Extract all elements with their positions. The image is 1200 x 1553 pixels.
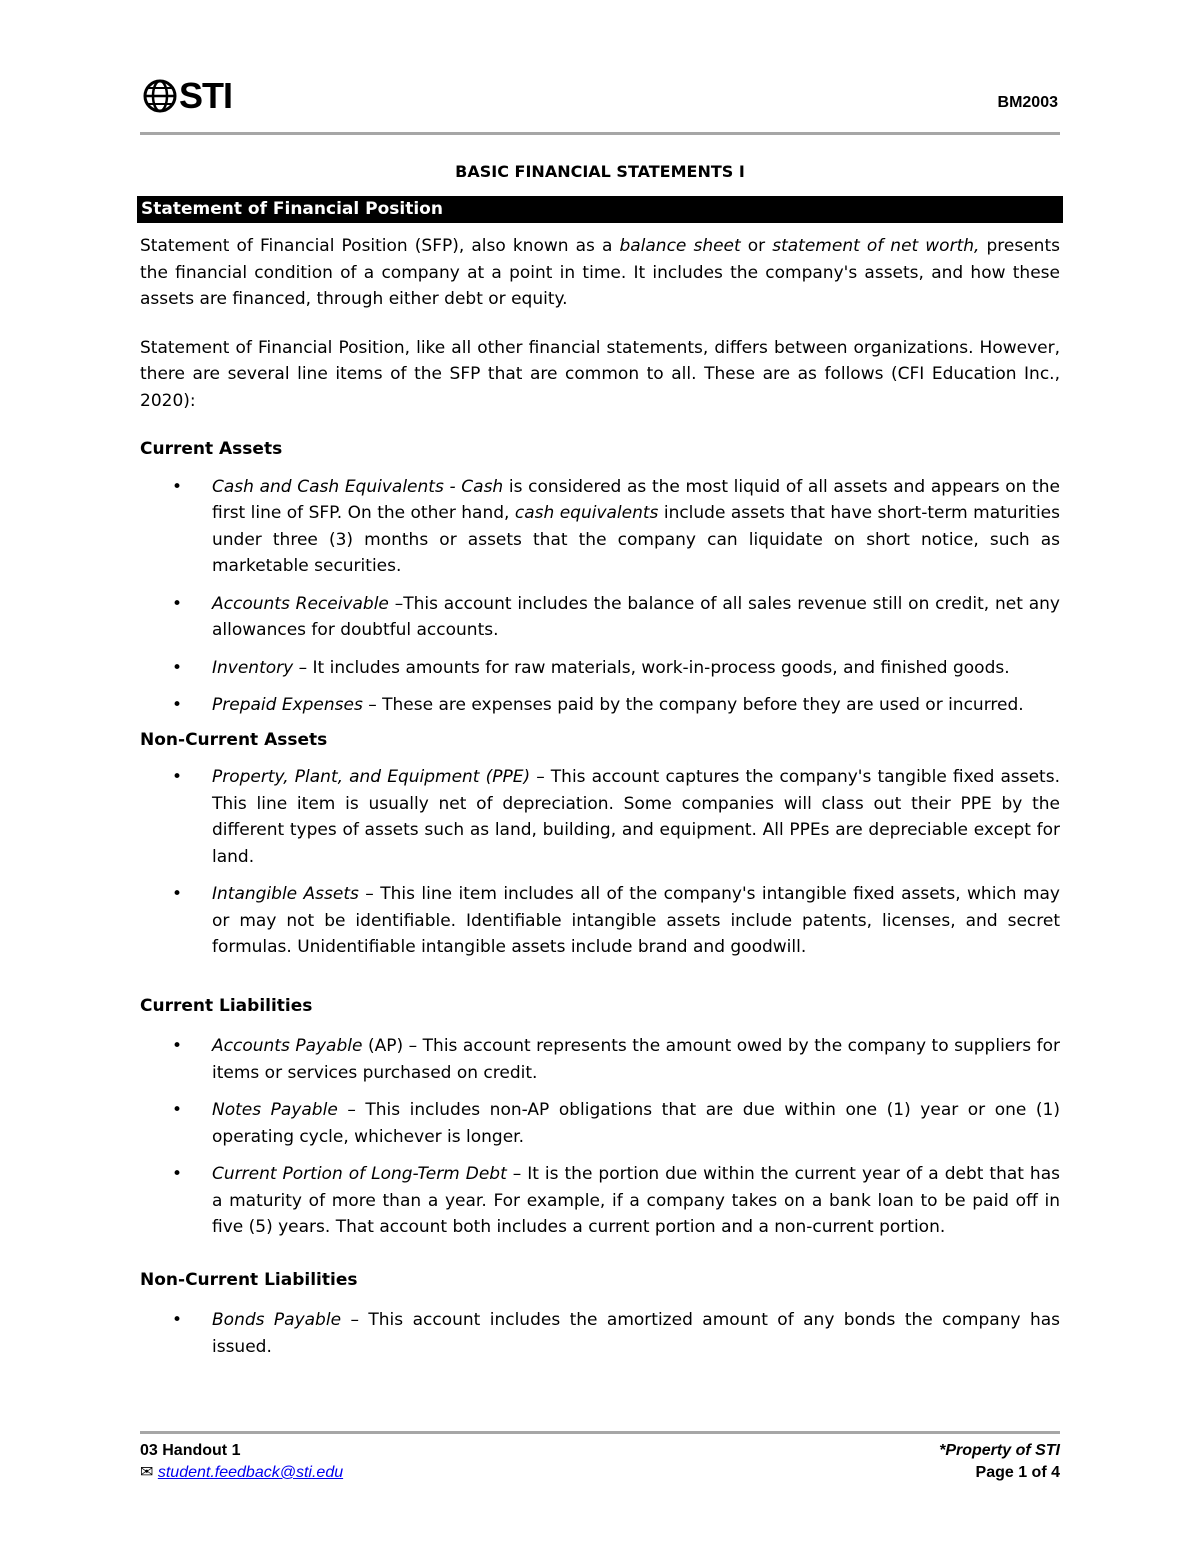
item-term: Accounts Payable [212, 1036, 363, 1056]
subheading-non-current-assets: Non-Current Assets [140, 729, 328, 750]
handout-label: 03 Handout 1 [140, 1442, 241, 1459]
item-text: – It is the portion due within the current year of a debt that has a maturity of more than a year. For example, if a company takes on a bank loan to be paid off in five (5) years. That account both includes a current portion and a non-current portion. [212, 1164, 1060, 1237]
bullet-icon: • [172, 476, 183, 497]
list-item [140, 692, 1060, 719]
property-notice: *Property of STI [939, 1442, 1060, 1459]
item-term: Inventory [212, 657, 294, 678]
item-term: cash equivalents [514, 503, 659, 523]
item-term: Notes Payable [212, 1100, 338, 1120]
subheading-current-assets: Current Assets [140, 439, 283, 459]
list-item [140, 474, 1060, 580]
intro-text: presents the financial condition of a company at a point in time. It includes the company's assets, and how these assets are financed, through either debt or equity. [140, 236, 1060, 309]
bullet-icon: • [172, 593, 183, 614]
feedback-line [140, 1462, 343, 1484]
logo-text: STI [179, 75, 233, 116]
globe-icon [143, 79, 177, 113]
item-term: Intangible Assets [212, 884, 359, 904]
list-item [140, 655, 1060, 682]
intro-term-net-worth: statement of net worth, [772, 236, 980, 256]
bullet-icon: • [172, 695, 183, 715]
item-term: Bonds Payable [212, 1310, 342, 1330]
subheading-current-liabilities: Current Liabilities [140, 995, 313, 1016]
item-text: (AP) – This account represents the amount owed by the company to suppliers for items or services purchased on credit. [212, 1036, 1061, 1083]
list-item [140, 1307, 1060, 1360]
intro-paragraph-1 [140, 233, 1060, 313]
item-text: –This account includes the balance of all sales revenue still on credit, net any allowances for doubtful accounts. [212, 593, 1060, 640]
item-term: Current Portion of Long-Term Debt [212, 1164, 507, 1184]
footer-left [140, 1440, 343, 1484]
item-text: – This includes non-AP obligations that are due within one (1) year or one (1) operating cycle, whichever is longer. [212, 1100, 1060, 1147]
non-current-assets-list [140, 764, 1060, 961]
item-text: is considered as the most liquid of all assets and appears on the first line of SFP. On the other hand, [212, 476, 1060, 523]
bullet-icon: • [172, 884, 183, 904]
list-item [140, 1033, 1060, 1086]
bullet-icon: • [172, 1164, 183, 1184]
subheading-non-current-liabilities: Non-Current Liabilities [140, 1269, 358, 1290]
item-text: include assets that have short-term maturities under three (3) months or assets that the company can liquidate on short notice, such as marketable securities. [212, 503, 1060, 576]
item-text: – This account includes the amortized amount of any bonds the company has issued. [212, 1310, 1061, 1357]
item-term: Property, Plant, and Equipment (PPE) [212, 767, 531, 787]
intro-text: or [740, 236, 773, 256]
intro-term-balance-sheet: balance sheet [619, 236, 741, 256]
item-term: Accounts Receivable [212, 593, 389, 614]
header-rule [140, 132, 1060, 135]
intro-paragraph-2: Statement of Financial Position, like all other financial statements, differs between organizations. However, there are several line items of the SFP that are common to all. These are as follows (CFI Education Inc., 2020): [140, 337, 1060, 411]
intro-text: Statement of Financial Position (SFP), also known as a [140, 236, 620, 256]
list-item [140, 764, 1060, 870]
footer-right [939, 1440, 1060, 1484]
document-title: BASIC FINANCIAL STATEMENTS I [455, 162, 745, 181]
item-text: – It includes amounts for raw materials, work-in-process goods, and finished goods. [293, 657, 1010, 678]
list-item [140, 881, 1060, 961]
current-liabilities-list [140, 1033, 1060, 1241]
item-term: Cash and Cash Equivalents - Cash [212, 476, 504, 497]
non-current-liabilities-list [140, 1307, 1060, 1360]
sti-logo [143, 76, 232, 116]
list-item [140, 591, 1060, 644]
envelope-icon: ✉ [140, 1464, 154, 1481]
bullet-icon: • [172, 1100, 183, 1120]
footer-rule [140, 1431, 1060, 1434]
bullet-icon: • [172, 767, 183, 787]
page-number: Page 1 of 4 [975, 1464, 1060, 1481]
item-text: – This line item includes all of the company's intangible fixed assets, which may or may not be identifiable. Identifiable intangible assets include patents, licenses, and secret formulas. Unidentifiable intangible assets include brand and goodwill. [212, 884, 1060, 957]
bullet-icon: • [172, 657, 183, 678]
item-text: – These are expenses paid by the company before they are used or incurred. [362, 695, 1024, 715]
section-heading: Statement of Financial Position [137, 196, 1063, 223]
feedback-email-link[interactable]: student.feedback@sti.edu [157, 1464, 344, 1481]
bullet-icon: • [172, 1310, 183, 1330]
document-body [140, 233, 1060, 1360]
current-assets-list [140, 474, 1060, 719]
list-item [140, 1161, 1060, 1241]
item-term: Prepaid Expenses [212, 695, 363, 715]
document-code: BM2003 [997, 94, 1058, 111]
item-text: – This account captures the company's tangible fixed assets. This line item is usually net of depreciation. Some companies will class out their PPE by the different types of assets such as land, building, and equipment. All PPEs are depreciable except for land. [212, 767, 1060, 867]
bullet-icon: • [172, 1036, 183, 1056]
list-item [140, 1097, 1060, 1150]
